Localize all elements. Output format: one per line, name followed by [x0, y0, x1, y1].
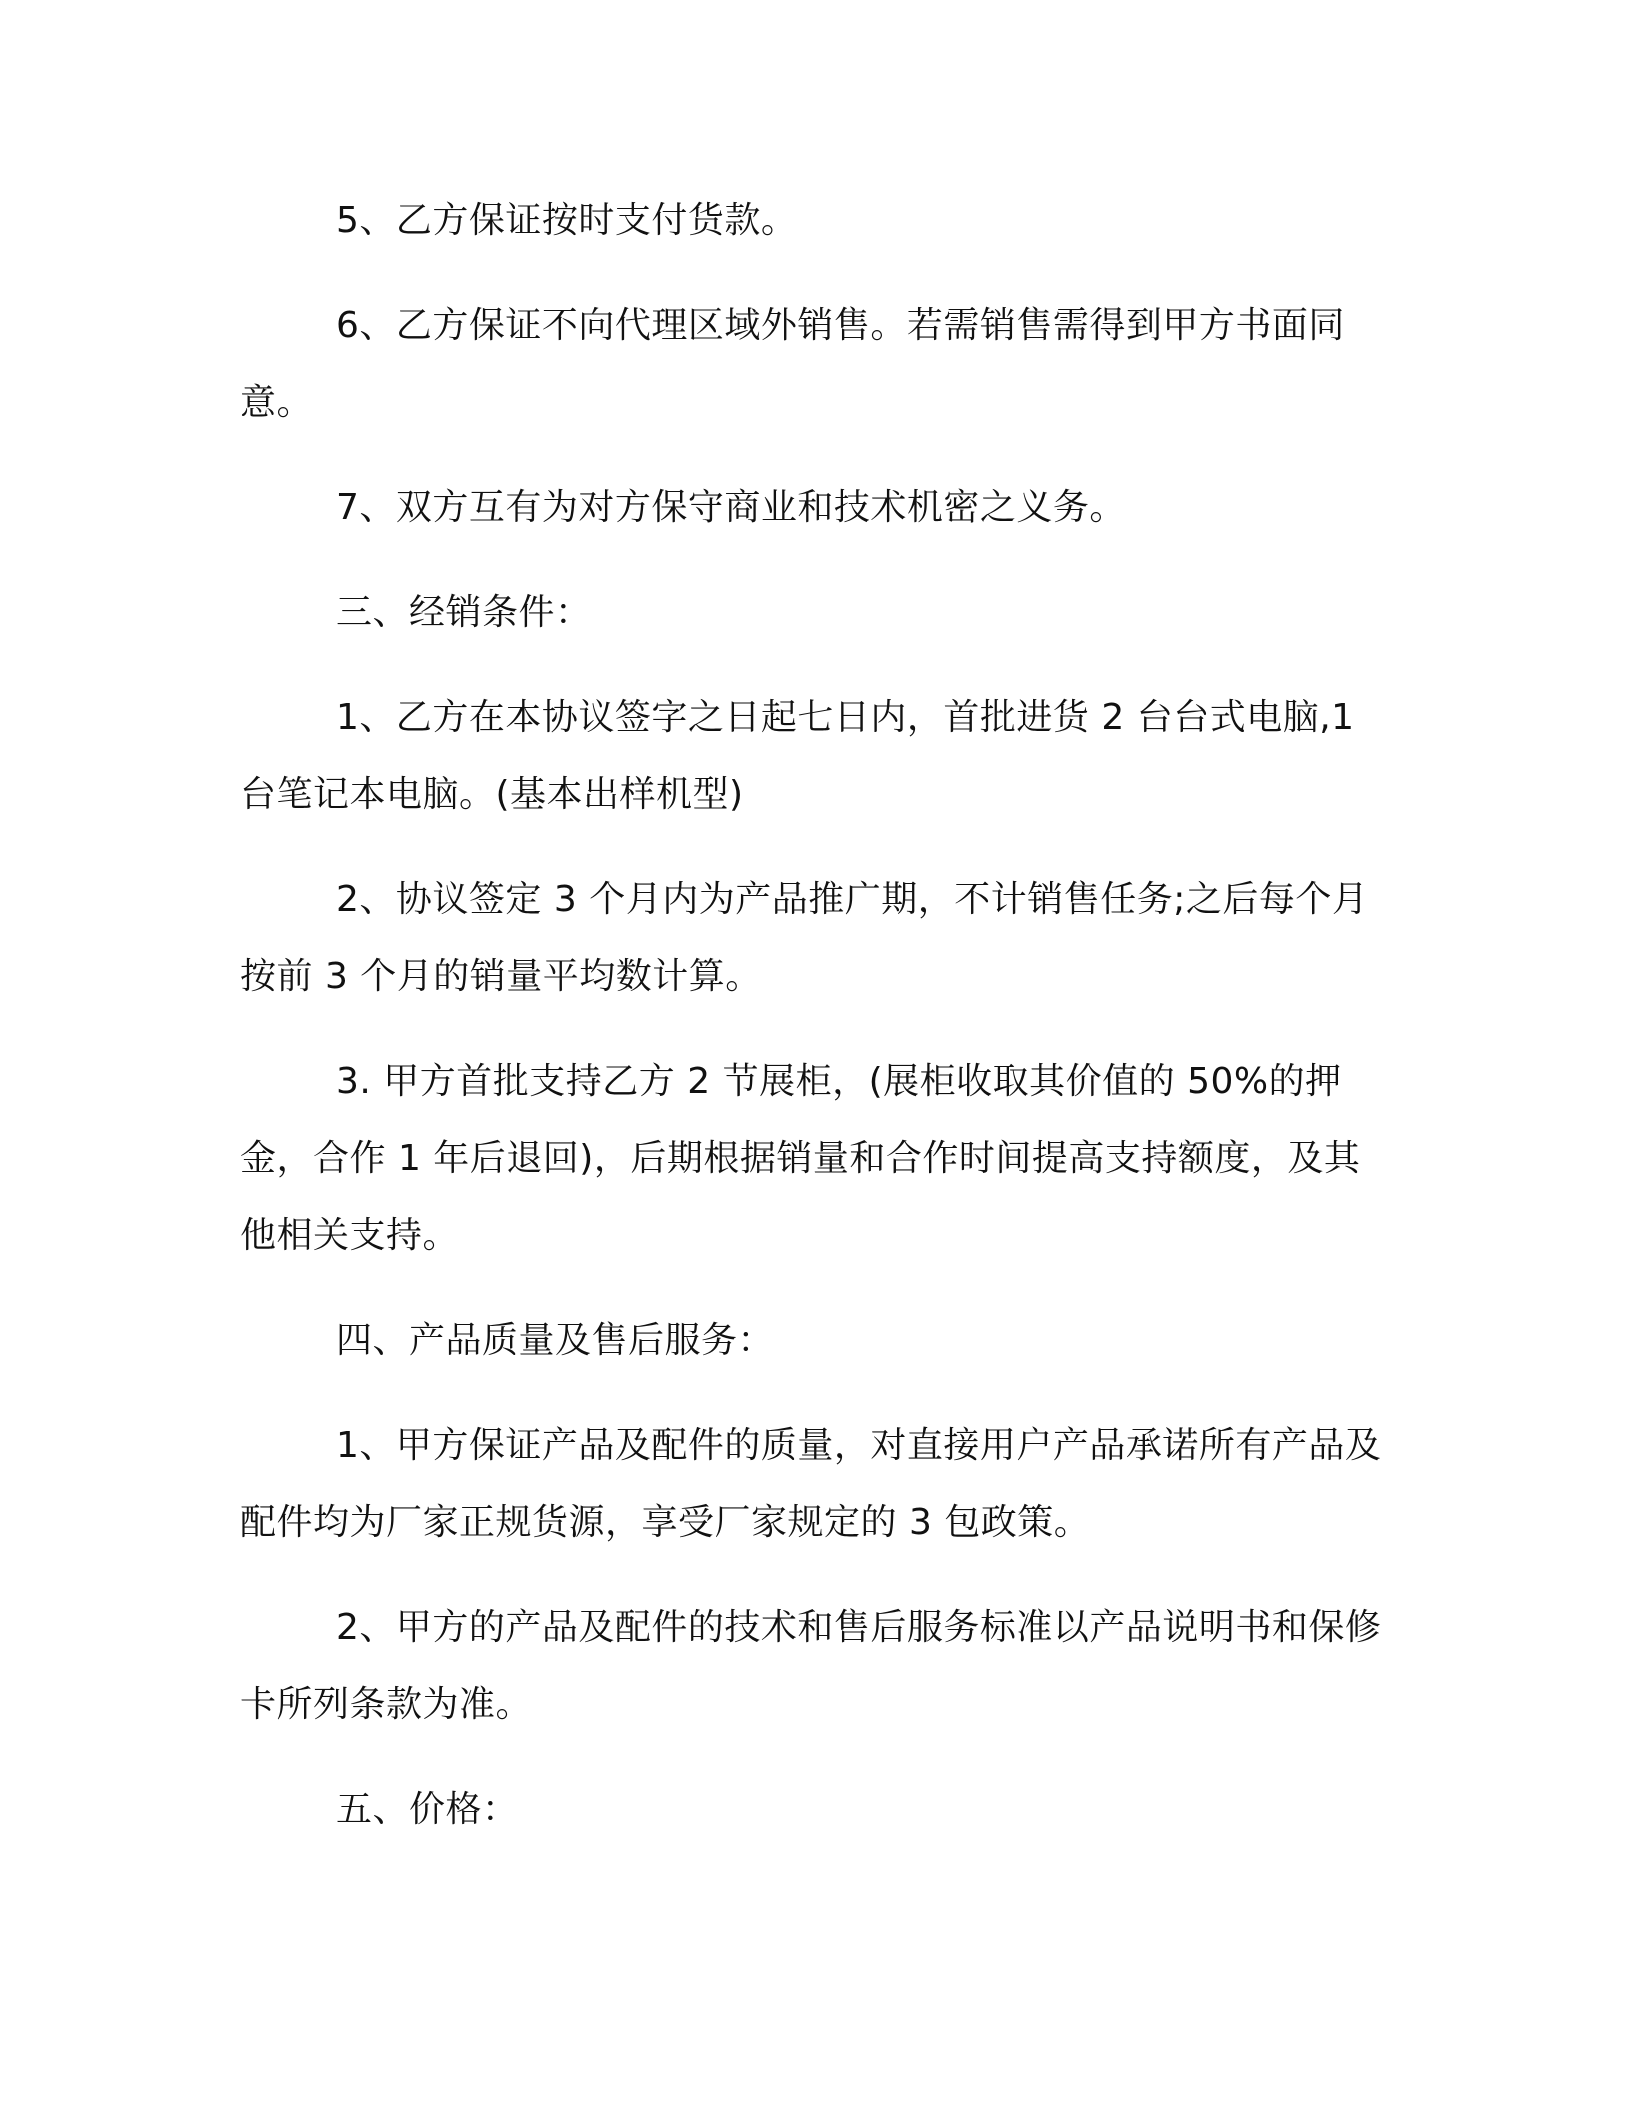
- section-heading-5: 五、价格：: [336, 1789, 519, 1830]
- clause-7: 7、双方互有为对方保守商业和技术机密之义务。: [336, 487, 1126, 528]
- clause-5: 5、乙方保证按时支付货款。: [336, 200, 798, 241]
- section3-clause-3: 3. 甲方首批支持乙方 2 节展柜，(展柜收取其价值的 50%的押金，合作 1 年后退回)，后期根据销量和合作时间提高支持额度，及其他相关支持。: [240, 1061, 1361, 1256]
- section-heading-3: 三、经销条件：: [336, 592, 592, 633]
- document-body: [240, 182, 1390, 1876]
- section4-clause-2: 2、甲方的产品及配件的技术和售后服务标准以产品说明书和保修卡所列条款为准。: [240, 1607, 1382, 1725]
- clause-6: 6、乙方保证不向代理区域外销售。若需销售需得到甲方书面同意。: [240, 305, 1345, 423]
- section4-clause-1: 1、甲方保证产品及配件的质量，对直接用户产品承诺所有产品及配件均为厂家正规货源，享受厂家规定的 3 包政策。: [240, 1425, 1382, 1543]
- section3-clause-2: 2、协议签定 3 个月内为产品推广期，不计销售任务;之后每个月按前 3 个月的销量平均数计算。: [240, 879, 1369, 997]
- section3-clause-1: 1、乙方在本协议签字之日起七日内，首批进货 2 台台式电脑,1 台笔记本电脑。(基本出样机型): [240, 697, 1355, 815]
- section-heading-4: 四、产品质量及售后服务：: [336, 1320, 775, 1361]
